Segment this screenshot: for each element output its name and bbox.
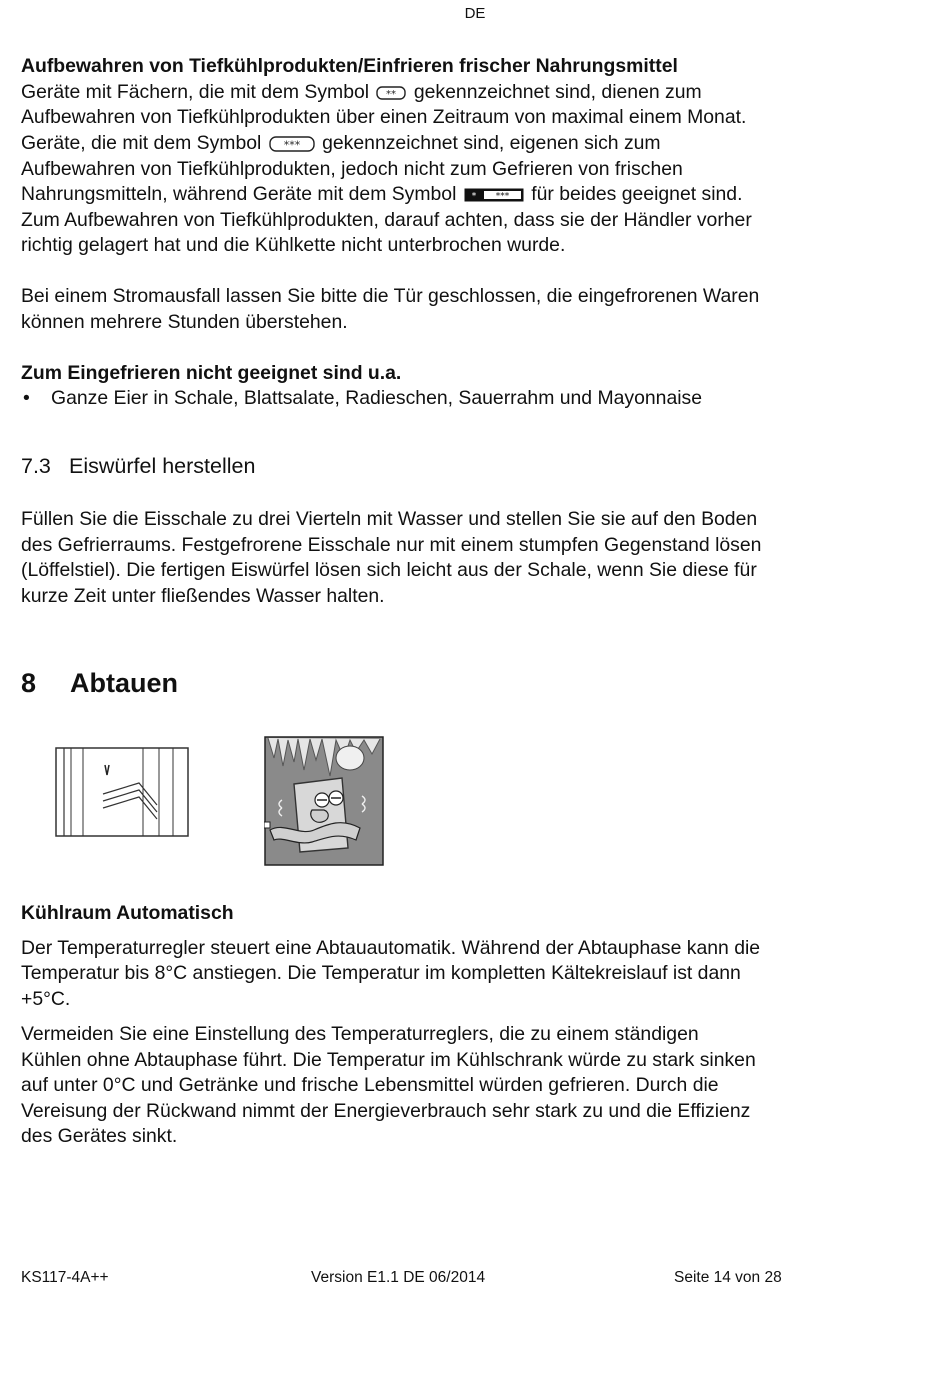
section-8-title [21,668,178,699]
storage-line-7: richtig gelagert hat und die Kühlkette nicht unterbrochen wurde. [21,234,566,256]
storage-line-3-end: gekennzeichnet sind, eigenen sich zum [322,132,661,154]
svg-text:***: *** [283,138,300,152]
fridge-auto-heading: Kühlraum Automatisch [21,902,234,924]
footer-model: KS117-4A++ [21,1269,109,1286]
fridge-auto-p1-line-1: Der Temperaturregler steuert eine Abtauautomatik. Während der Abtauphase kann die [21,937,761,959]
svg-text:***: *** [495,191,510,202]
page-language-code: DE [464,5,486,22]
list-item: • Ganze Eier in Schale, Blattsalate, Radieschen, Sauerrahm und Mayonnaise [21,386,702,412]
storage-line-5-end: für beides geeignet sind. [531,183,743,205]
ice-cubes-line-4: kurze Zeit unter fließendes Wasser halten. [21,585,385,607]
storage-heading: Aufbewahren von Tiefkühlprodukten/Einfrieren frischer Nahrungsmittel [21,55,678,77]
chapter-title: Abtauen [70,668,178,698]
footer-version: Version E1.1 DE 06/2014 [311,1269,486,1286]
ice-cubes-line-1: Füllen Sie die Eisschale zu drei Vierteln mit Wasser und stellen Sie sie auf den Boden [21,508,758,530]
three-star-symbol-icon [269,136,315,152]
four-star-symbol-icon [464,188,524,202]
power-failure-line-1: Bei einem Stromausfall lassen Sie bitte die Tür geschlossen, die eingefrorenen Waren [21,285,760,307]
section-title: Eiswürfel herstellen [69,454,256,478]
storage-line-3-start: Geräte, die mit dem Symbol [21,132,262,154]
storage-line-5 [21,182,901,208]
storage-line-5-start: Nahrungsmitteln, während Geräte mit dem Symbol [21,183,457,205]
chapter-number: 8 [21,668,37,698]
fridge-auto-p2-line-1: Vermeiden Sie eine Einstellung des Temperaturreglers, die zu einem ständigen [21,1023,699,1045]
storage-line-1-start: Geräte mit Fächern, die mit dem Symbol [21,81,370,103]
storage-line-1 [21,80,901,106]
ice-cubes-line-2: des Gefrierraums. Festgefrorene Eisschale nur mit einem stumpfen Gegenstand lösen [21,534,762,556]
svg-text:*: * [471,191,477,202]
not-suitable-heading: Zum Eingefrieren nicht geeignet sind u.a. [21,362,402,384]
storage-line-6: Zum Aufbewahren von Tiefkühlprodukten, darauf achten, dass sie der Händler vorher [21,209,752,231]
power-failure-line-2: können mehrere Stunden überstehen. [21,311,348,333]
footer-page-number: Seite 14 von 28 [674,1269,782,1286]
fridge-auto-p1-line-2: Temperatur bis 8°C anstiegen. Die Temperatur im kompletten Kältekreislauf ist dann [21,962,741,984]
storage-line-2: Aufbewahren von Tiefkühlprodukten über einen Zeitraum von maximal einem Monat. [21,106,747,128]
storage-line-1-end: gekennzeichnet sind, dienen zum [413,81,702,103]
fridge-auto-p2-line-2: Kühlen ohne Abtauphase führt. Die Temperatur im Kühlschrank würde zu stark sinken [21,1049,756,1071]
fridge-auto-p2-line-5: des Gerätes sinkt. [21,1125,178,1147]
fridge-auto-p2-line-3: auf unter 0°C und Getränke und frische Lebensmittel würden gefrieren. Durch die [21,1074,719,1096]
fridge-interior-illustration [55,747,189,837]
iced-freezer-cartoon-illustration [264,736,384,866]
two-star-symbol-icon [376,86,406,100]
storage-line-3 [21,131,901,157]
fridge-auto-p1-line-3: +5°C. [21,988,71,1010]
not-suitable-list [21,386,702,412]
section-7-3-title [21,454,255,479]
fridge-auto-p2-line-4: Vereisung der Rückwand nimmt der Energieverbrauch sehr stark zu und die Effizienz [21,1100,751,1122]
section-number: 7.3 [21,454,51,478]
storage-line-4: Aufbewahren von Tiefkühlprodukten, jedoch nicht zum Gefrieren von frischen [21,158,683,180]
svg-text:**: ** [386,88,397,100]
ice-cubes-line-3: (Löffelstiel). Die fertigen Eiswürfel lösen sich leicht aus der Schale, wenn Sie diese für [21,559,757,581]
